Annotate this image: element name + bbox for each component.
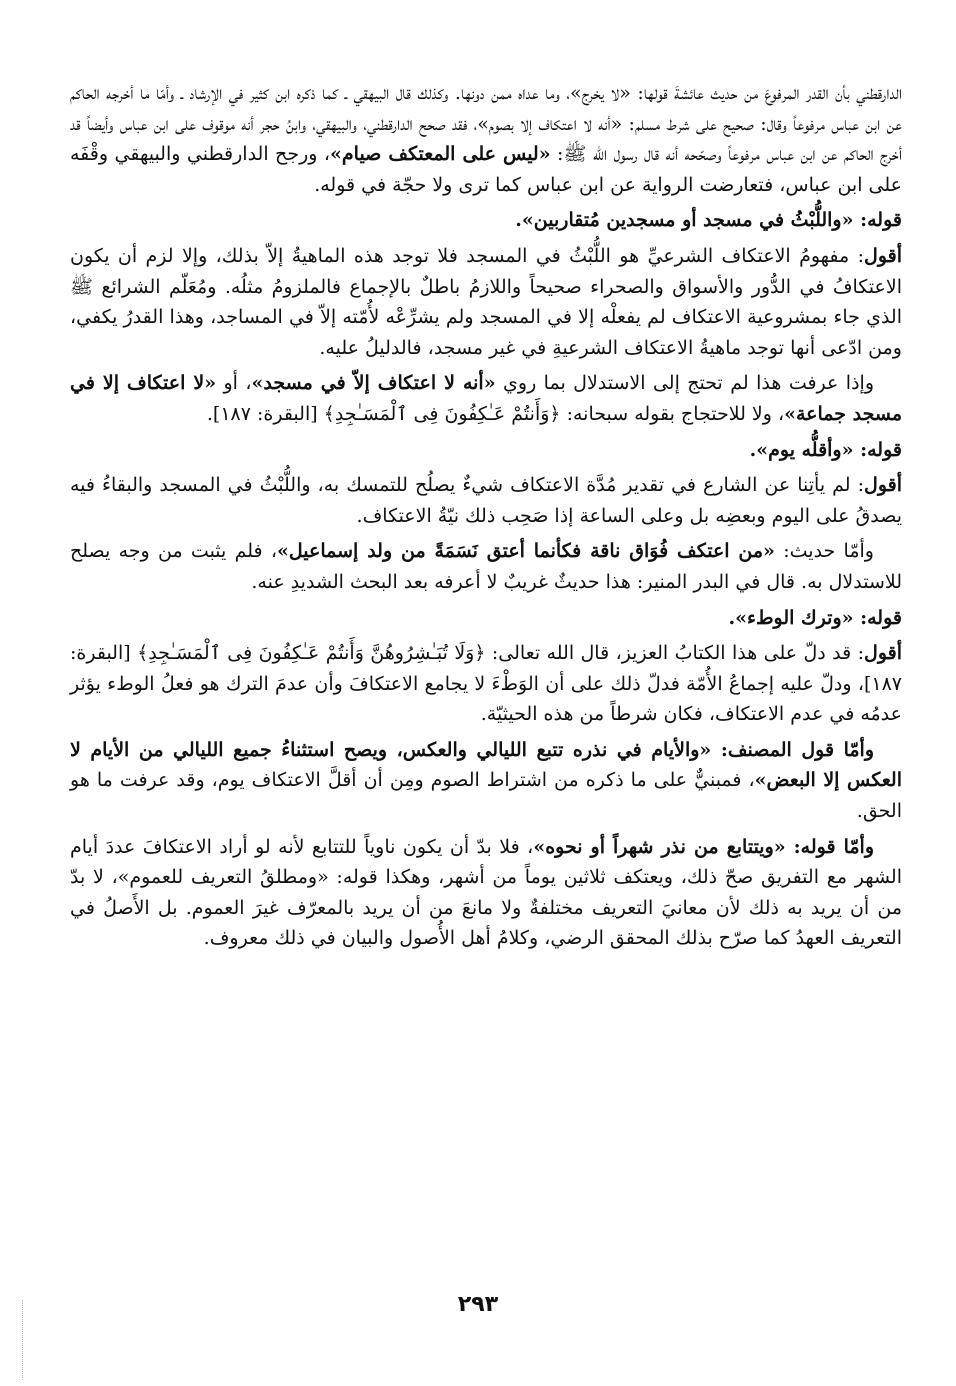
paragraph (70, 832, 902, 954)
text-segment: ، فلم يثبت من وجه يصلح للاستدلال به. قال في البدر المنير: هذا حديثٌ غريبٌ لا أعرفه بعد البحث الشديدِ عنه. (70, 540, 902, 593)
text-segment-bold: أقول (864, 244, 902, 267)
text-segment-bold: «لا اعتكاف إلا في مسجد جماعة» (70, 372, 902, 425)
paragraph (70, 735, 902, 827)
text-segment: ، ولا للاحتجاج بقوله سبحانه: ﴿وَأَنتُمْ عَـٰكِفُونَ فِى ٱلْمَسَـٰجِدِ﴾ [البقرة: ١٨٧]. (206, 402, 785, 425)
page-number: ٢٩٣ (457, 1292, 499, 1317)
text-segment: : لم يأتِنا عن الشارع في تقدير مُدَّة الاعتكاف شيءٌ يصلُح للتمسك به، واللُّبْثُ في المسجد والبقاءُ فيه يصدقُ على اليوم وبعضِه بل وعلى الساعة إذا صَحِب ذلك نيّةُ الاعتكاف. (70, 474, 902, 527)
text-segment-bold: «أنه لا اعتكاف إلاّ في مسجد» (251, 372, 496, 395)
text-segment: : مفهومُ الاعتكاف الشرعيِّ هو اللُّبْثُ في المسجد فلا توجد هذه الماهيةُ إلاّ بذلك، وإلا لزم أن يكون الاعتكافُ في الدُّور والأسواق والصحراء صحيحاً واللازمُ باطلٌ بالإجماع فالملزومُ مثلُه. ومُعَلّم الشرائع ﷺ الذي جاء بمشروعية الاعتكاف لم يفعلْه إلا في المسجد ولم يشرِّعْه لأُمّته إلاّ في المساجد، وهذا القدرُ يكفي، ومن ادّعى أنها توجد ماهيةُ الاعتكاف الشرعيةِ في غير مسجد، فالدليلُ عليه. (70, 244, 902, 359)
text-segment-bold: قوله: «واللُّبْثُ في مسجد أو مسجدين مُتقاربين». (515, 209, 902, 232)
text-segment: : قد دلّ على هذا الكتابُ العزيز، قال الله تعالى: ﴿وَلَا تُبَـٰشِرُوهُنَّ وَأَنتُمْ عَـٰكِفُونَ فِى ٱلْمَسَـٰجِدِ﴾ [البقرة: ١٨٧]، ودلّ عليه إجماعُ الأُمّة فدلّ ذلك على أن الوَطْءَ لا يجامع الاعتكافَ وأن عدمَ الترك هو فعلُ الوطء يؤثر عدمُه في عدم الاعتكاف، فكان شرطاً من هذه الحيثيّة. (70, 642, 902, 726)
text-segment-bold: «من اعتكف فُوَاق ناقة فكأنما أعتق نَسَمَةً من ولد إسماعيل» (277, 540, 775, 563)
text-segment: ، فمبنيٌّ على ما ذكره من اشتراط الصوم ومِن أن أقلَّ الاعتكاف يوم، وقد عرفت ما هو الحق. (70, 769, 902, 823)
text-segment: ، أو (216, 372, 252, 395)
text-segment-bold: وأمّا قوله: «ويتتابع من نذر شهراً أو نحوه» (533, 835, 875, 858)
text-segment: ، ورجح الدارقطني والبيهقي وقْفَه على ابن عباس، فتعارضت الرواية عن ابن عباس كما ترى ولا حجّة في قوله. (70, 143, 902, 196)
text-segment-bold: «ليس على المعتكف صيام» (330, 143, 551, 166)
paragraph-heading (70, 435, 902, 466)
text-segment-bold: أقول (864, 642, 902, 665)
paragraph-heading (70, 603, 902, 634)
text-segment-bold: قوله: «وترك الوطء». (728, 606, 902, 629)
text-segment-bold: وأمّا قول المصنف: «والأيام في نذره تتبع الليالي والعكس، ويصح استثناءُ جميع الليالي من الأيام لا العكس إلا البعض» (70, 738, 902, 792)
paragraph (70, 241, 902, 363)
text-segment-bold: قوله: «وأقلُّه يوم». (749, 438, 902, 461)
text-segment: ، فلا بدّ أن يكون ناوياً للتتابع لأنه لو أراد الاعتكافَ عددَ أيام الشهر مع التفريق صحّ ذلك، ويعتكف ثلاثين يوماً من أشهر، وهكذا قوله: «ومطلقُ التعريف للعموم»، لا بدّ من أن يريد به ذلك لأن معانيَ التعريف مختلفةٌ ولا مانعَ من أن يريد بالمعرّف غيرَ العموم. بل الأَصلُ في التعريف العهدُ كما صرّح بذلك المحقق الرضي، وكلامُ أهل الأُصول والبيان في ذلك معروف. (70, 835, 902, 950)
paragraph (70, 78, 902, 200)
text-segment: وإذا عرفت هذا لم تحتج إلى الاستدلال بما روي (495, 372, 875, 395)
paragraph (70, 368, 902, 429)
margin-scan-marks (22, 1300, 29, 1380)
text-segment-bold: أقول (864, 474, 902, 497)
paragraph (70, 536, 902, 597)
paragraph (70, 638, 902, 730)
paragraph-heading (70, 205, 902, 236)
paragraph (70, 470, 902, 531)
text-segment: الدارقطني بأن القدر المرفوعَ من حديث عائشةَ قولها: «لا يخرج»، وما عداه ممن دونها. وكذلك قال البيهقي ـ كما ذكره ابن كثير في الإرشاد ـ وأمّا ما أخرجه الحاكم عن ابن عباس مرفوعاً وقال: صحيح على شرط مسلم: «أنه لا اعتكاف إلا بصوم»، فقد صحح الدارقطني، والبيهقي، وابنُ حجر أنه موقوف على ابن عباس وأيضاً قد أخرج الحاكم عن ابن عباس مرفوعاً وصحّحه أنه قال رسول الله ﷺ: (70, 82, 902, 166)
page-text-block (70, 78, 902, 959)
text-segment: وأمّا حديث: (774, 540, 874, 563)
